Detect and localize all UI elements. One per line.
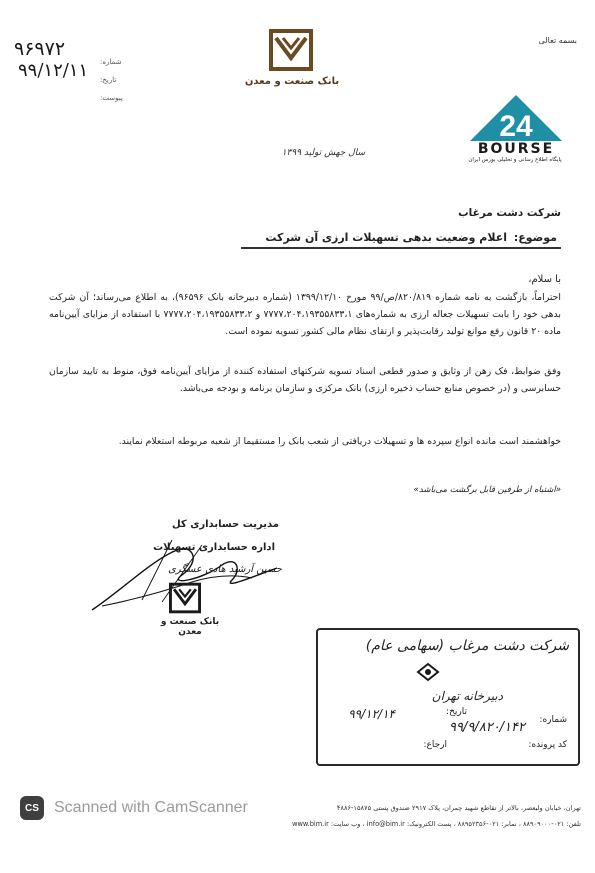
bank-name: بانک صنعت و معدن [244,76,340,87]
bourse-subtitle: پایگاه اطلاع رسانی و تحلیلی بورس ایران [468,157,562,163]
stamp-organization: شرکت دشت مرغاب (سهامی عام) [365,638,569,654]
year-motto: سال جهش تولید ۱۳۹۹ [281,148,365,158]
recipient: شرکت دشت مرغاب [458,207,561,219]
handwritten-letter-number: ۹۶۹۷۲ [14,38,66,60]
body-paragraph-3: خواهشمند است مانده انواع سپرده ها و تسهیلات دریافتی از شعب بانک را مستقیما از شعبه مربوطه استعلام نمایند. [118,436,561,447]
bourse-logo-text: 24 [499,110,533,143]
subject-title: اعلام وضعیت بدهی تسهیلات ارزی آن شرکت [265,231,507,244]
stamp-file-code-label: کد پرونده: [528,740,567,750]
signatory-names: حسین آرشید هادی عسگری [168,564,282,575]
stamp-number: ۹۹/۹/۸۲۰/۱۴۲ [449,720,525,735]
camscanner-watermark: Scanned with CamScanner [54,799,248,816]
stamp-referral-label: ارجاع: [423,740,447,750]
basmala: بسمه تعالی [538,36,577,45]
meta-label-attachment: پیوست: [100,94,123,102]
stamp-number-label: شماره: [539,715,567,725]
signatory-department: مدیریت حسابداری کل [171,519,279,530]
meta-label-number: شماره: [100,58,122,66]
greeting: با سلام، [528,274,561,285]
bourse-title: BOURSE [477,141,555,157]
stamp-office: دبیرخانه تهران [431,689,503,703]
stamp-date: ۹۹/۱۲/۱۴ [348,707,395,721]
subject-underline [241,247,561,249]
bank-name-signature: بانک صنعت و معدن [160,617,220,637]
camscanner-icon: CS [20,796,44,820]
body-paragraph-2: وفق ضوابط، فک رهن از وثایق و صدور قطعی اسناد تسویه شرکتهای استفاده کننده از مزایای آیین‌نامه فوق، منوط به تایید سازمان حسابرسی و (در خصوص منابع حساب ذخیره ارزی) بانک مرکزی و سازمان برنامه و بودجه می‌باشد. [49,366,561,394]
footer-address: تهران، خیابان ولیعصر، بالاتر از تقاطع شهید چمران، پلاک ۲۹۱۷ صندوق پستی ۱۵۸۷۵-۴۸۸۶ [336,804,581,812]
footer-contact: تلفن: ۰۲۱-۸۸۹۰۹۰۰۰ ، نمابر: ۰۲۱-۸۸۹۵۲۳۵۶ ، پست الکترونیک: info@bim.ir ، وب سایت: www.bim.ir [292,820,581,828]
body-paragraph-1: احتراماً، بازگشت به نامه شماره ۸۲۰/۸۱۹/ص/۹۹ مورخ ۱۳۹۹/۱۲/۱۰ (شماره دبیرخانه بانک ۹۶۵۹۶)، به اطلاع می‌رساند؛ آن شرکت بدهی خود را بابت تسهیلات جعاله ارزی به شماره‌های ۷۷۷۷،۲۰۴،۱۹۳۵۵۸۳۳،۱ و ۷۷۷۷،۲۰۴،۱۹۳۵۵۸۳۳،۲ با استفاده از مزایای آیین‌نامه ماده ۲۰ قانون رفع موانع تولید رقابت‌پذیر و ارتقای نظام مالی کشور تسویه نموده است. [49,292,562,337]
bank-logo-icon [268,28,314,72]
bank-logo-small-icon [168,582,202,614]
stamp-logo-icon [416,662,440,682]
signatory-office: اداره حسابداری تسهیلات [153,542,275,553]
subject-label: موضوع: [513,231,557,244]
error-note: «اشتباه از طرفین قابل برگشت می‌باشد» [413,485,561,495]
handwritten-letter-date: ۹۹/۱۲/۱۱ [18,60,89,81]
meta-label-date: تاریخ: [100,76,117,84]
stamp-date-label: تاریخ: [446,707,467,717]
